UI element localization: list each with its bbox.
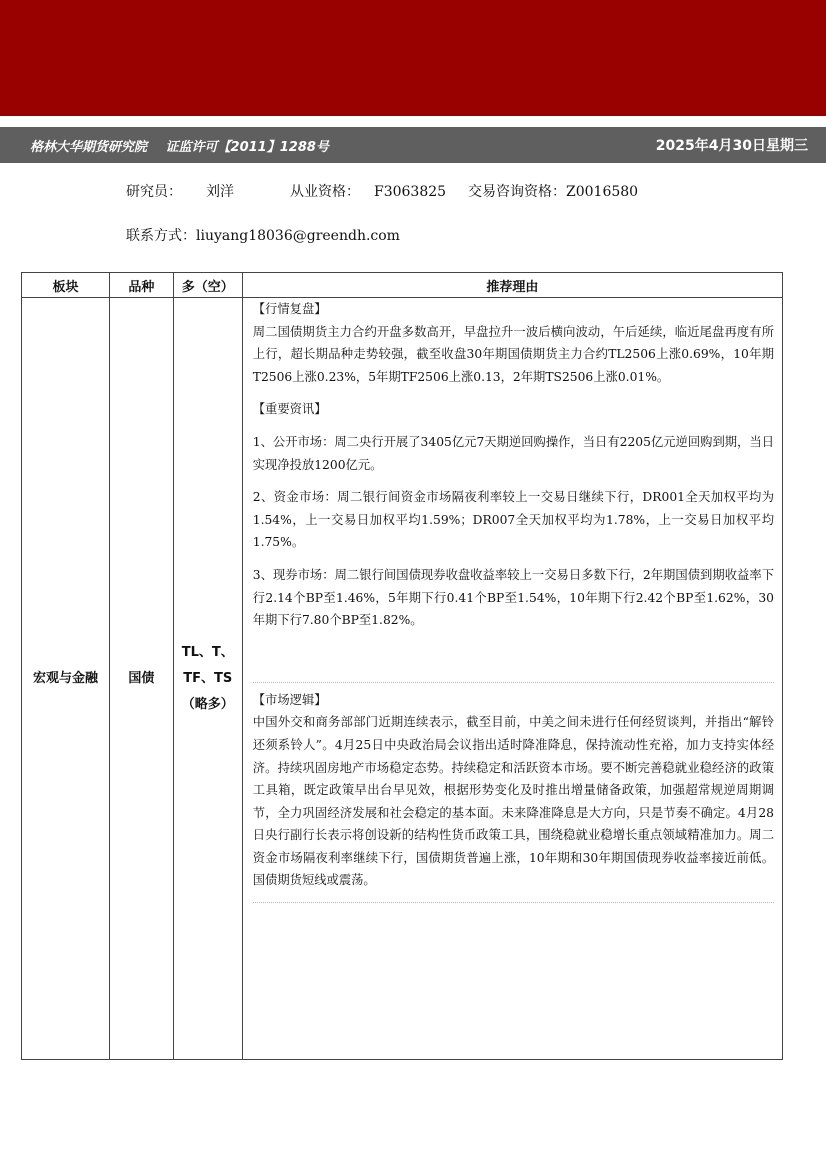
researcher-name: 刘洋 xyxy=(206,184,234,200)
institute-name: 格林大华期货研究院 xyxy=(30,140,148,155)
logic-title: 【市场逻辑】 xyxy=(252,692,327,707)
top-banner xyxy=(0,0,826,116)
recommendation-table xyxy=(21,272,783,1060)
logic-text: 中国外交和商务部部门近期连续表示，截至目前，中美之间未进行任何经贸谈判，并指出“解铃还须系铃人”。4月25日中央政治局会议指出适时降准降息，保持流动性充裕，加力支持实体经济。持续巩固房地产市场稳定态势。持续稳定和活跃资本市场。要不断完善稳就业稳经济的政策工具箱，既定政策早出台早见效，根据形势变化及时推出增量储备政策，加强超常规逆周期调节，全力巩固经济发展和社会稳定的基本面。未来降准降息是大方向，只是节奏不确定。4月28日央行副行长表示将创设新的结构性货币政策工具，围绕稳就业稳增长重点领域精准加力。周二资金市场隔夜利率继续下行，国债期货普遍上涨，10年期和30年期国债现券收益率接近前低。国债期货短线或震荡。 xyxy=(252,715,774,888)
section-spacer xyxy=(253,642,774,672)
header-variety: 品种 xyxy=(109,273,173,298)
contact-line xyxy=(126,225,400,245)
consult-label: 交易咨询资格： xyxy=(468,184,566,200)
contact-label: 联系方式： xyxy=(126,228,196,244)
news-item-1: 1、公开市场：周二央行开展了3405亿元7天期逆回购操作，当日有2205亿元逆回购到期，当日实现净投放1200亿元。 xyxy=(252,434,774,472)
dotted-divider xyxy=(253,682,774,683)
header-sector: 板块 xyxy=(22,273,110,298)
news-item-2: 2、资金市场：周二银行间资金市场隔夜利率较上一交易日继续下行，DR001全天加权平均为1.54%，上一交易日加权平均1.59%；DR007全天加权平均为1.78%，上一交易日加权平均1.75%。 xyxy=(252,490,774,550)
contact-email[interactable]: liuyang18036@greendh.com xyxy=(196,228,400,244)
header-left xyxy=(30,136,343,155)
direction-line-2: TF、TS xyxy=(183,670,233,686)
direction-line-3: （略多） xyxy=(181,696,234,712)
direction-line-1: TL、T、 xyxy=(181,644,234,660)
report-date: 2025年4月30日星期三 xyxy=(655,138,808,154)
dotted-divider-bottom xyxy=(253,902,774,903)
header-direction: 多（空） xyxy=(173,273,242,298)
review-text: 周二国债期货主力合约开盘多数高开，早盘拉升一波后横向波动，午后延续，临近尾盘再度有所上行，超长期品种走势较强，截至收盘30年期国债期货主力合约TL2506上涨0.69%，10年期T2506上涨0.23%，5年期TF2506上涨0.13，2年期TS2506上涨0.01%。 xyxy=(252,324,774,384)
license-number: 证监许可【2011】1288号 xyxy=(165,140,329,155)
sector-cell: 宏观与金融 xyxy=(22,298,110,1060)
header-bar xyxy=(0,127,826,163)
table-row xyxy=(22,298,783,1060)
header-reason: 推荐理由 xyxy=(242,273,782,298)
qualification-label: 从业资格： xyxy=(290,184,360,200)
review-title: 【行情复盘】 xyxy=(252,302,327,316)
news-item-3: 3、现券市场：周二银行间国债现券收盘收益率较上一交易日多数下行，2年期国债到期收益率下行2.14个BP至1.46%，5年期下行0.41个BP至1.54%，10年期下行2.42个BP至1.62%，30年期下行7.80个BP至1.82%。 xyxy=(252,567,774,628)
direction-cell xyxy=(173,298,242,1060)
researcher-label: 研究员： xyxy=(126,184,182,200)
qualification-number: F3063825 xyxy=(374,184,447,200)
consult-number: Z0016580 xyxy=(566,184,639,200)
researcher-line xyxy=(126,181,638,201)
variety-cell: 国债 xyxy=(109,298,173,1060)
reason-cell xyxy=(242,298,782,1060)
table-header-row xyxy=(22,273,783,298)
news-title: 【重要资讯】 xyxy=(252,402,327,417)
